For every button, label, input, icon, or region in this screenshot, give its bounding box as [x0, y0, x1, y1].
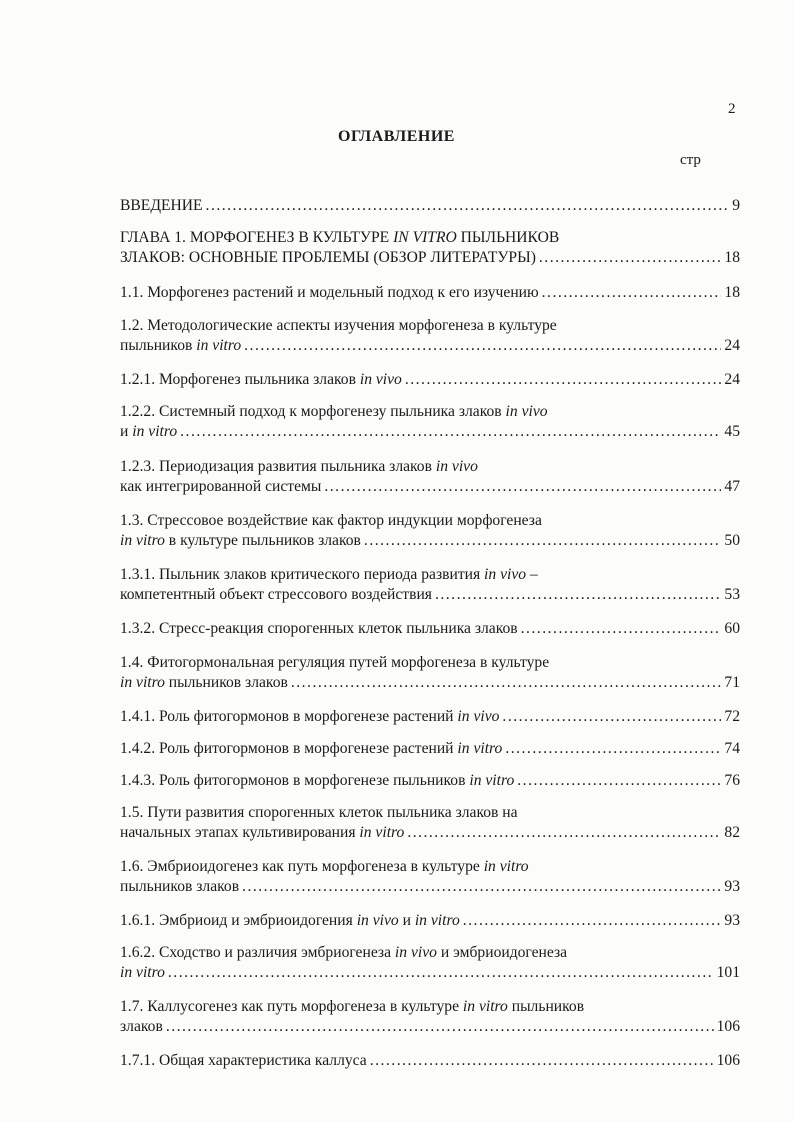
dot-leader — [166, 1017, 714, 1037]
toc-entry[interactable] — [120, 283, 740, 303]
toc-line — [120, 1017, 740, 1037]
toc-line — [120, 402, 740, 422]
toc-italic-term: in vitro — [132, 422, 178, 440]
toc-entry[interactable] — [120, 771, 740, 791]
toc-page-number: 50 — [724, 531, 740, 549]
toc-line — [120, 370, 740, 390]
dot-leader — [407, 823, 721, 843]
toc-text: ВВЕДЕНИЕ — [120, 197, 203, 214]
dot-leader — [206, 196, 730, 216]
toc-italic-term: in vitro — [462, 998, 508, 1015]
toc-italic-term: in vivo — [394, 944, 437, 961]
toc-line — [120, 963, 740, 983]
toc-entry[interactable] — [120, 619, 740, 639]
toc-entry[interactable] — [120, 911, 740, 931]
toc-italic-term: in vitro — [120, 963, 165, 981]
toc-text: 1.2.3. Периодизация развития пыльника злаков — [120, 458, 436, 475]
toc-text: 1.4. Фитогормональная регуляция путей морфогенеза в культуре — [120, 654, 550, 671]
dot-leader — [435, 585, 721, 605]
toc-italic-term: in vivo — [356, 912, 399, 929]
toc-text: пыльников злаков — [120, 877, 240, 895]
toc-entry[interactable] — [120, 1051, 740, 1071]
toc-italic-term: in vitro — [120, 531, 165, 549]
toc-italic-term: in vivo — [457, 708, 500, 725]
toc-text: 1.4.1. Роль фитогормонов в морфогенезе растений — [120, 708, 458, 725]
toc-page-number: 76 — [724, 772, 740, 789]
toc-line — [120, 673, 740, 693]
dot-leader — [517, 771, 721, 791]
toc-entry[interactable] — [120, 457, 740, 496]
toc-line — [120, 877, 740, 897]
toc-text: пыльников — [120, 336, 197, 354]
toc-line — [120, 283, 740, 303]
toc-text: 1.6.2. Сходство и различия эмбриогенеза — [120, 944, 395, 961]
dot-leader — [502, 707, 721, 727]
toc-text: начальных этапах культивирования — [120, 823, 360, 841]
toc-entry[interactable] — [120, 370, 740, 390]
toc-text: 1.4.2. Роль фитогормонов в морфогенезе растений — [120, 740, 458, 757]
toc-page-number: 106 — [716, 1017, 740, 1035]
toc-italic-term: in vitro — [414, 912, 460, 929]
toc-page-number: 82 — [724, 823, 740, 841]
toc-line — [120, 336, 740, 356]
toc-page-number: 93 — [724, 912, 740, 929]
toc-line — [120, 707, 740, 727]
toc-line — [120, 316, 740, 336]
toc-text: компетентный объект стрессового воздействия — [120, 585, 432, 603]
toc-page-number: 74 — [724, 740, 740, 757]
toc-line — [120, 619, 740, 639]
toc-line — [120, 857, 740, 877]
toc-page-number: 53 — [724, 585, 740, 603]
toc-entry[interactable] — [120, 857, 740, 896]
toc-page-number: 71 — [724, 673, 740, 691]
dot-leader — [505, 739, 721, 759]
toc-entry[interactable] — [120, 653, 740, 692]
dot-leader — [542, 283, 722, 303]
toc-line — [120, 1051, 740, 1071]
toc-italic-term: in vitro — [457, 740, 503, 757]
toc-text: и — [398, 912, 415, 929]
toc-page-number: 106 — [716, 1052, 740, 1069]
toc-line — [120, 771, 740, 791]
toc-page-number: 24 — [724, 336, 740, 354]
dot-leader — [539, 248, 722, 268]
toc-line — [120, 943, 740, 963]
dot-leader — [168, 963, 714, 983]
toc-text: как интегрированной системы — [120, 477, 322, 495]
toc-page-number: 93 — [724, 877, 740, 895]
toc-text: и — [120, 422, 133, 440]
dot-leader — [521, 619, 722, 639]
toc-italic-term: in vitro — [359, 823, 405, 841]
toc-text: – — [526, 566, 538, 583]
toc-italic-term: in vivo — [484, 566, 527, 583]
toc-entry[interactable] — [120, 943, 740, 982]
toc-text: 1.7. Каллусогенез как путь морфогенеза в культуре — [120, 998, 463, 1015]
toc-entry[interactable] — [120, 196, 740, 216]
toc-entry[interactable] — [120, 316, 740, 355]
toc-text: 1.2.2. Системный подход к морфогенезу пыльника злаков — [120, 403, 506, 420]
toc-text: 1.6. Эмбриоидогенез как путь морфогенеза в культуре — [120, 858, 484, 875]
dot-leader — [242, 877, 721, 897]
toc-entry[interactable] — [120, 402, 740, 441]
toc-line — [120, 739, 740, 759]
toc-text: и эмбриоидогенеза — [436, 944, 568, 961]
page-number: 2 — [728, 101, 736, 117]
toc-text: 1.7.1. Общая характеристика каллуса — [120, 1052, 367, 1069]
toc-line — [120, 248, 740, 268]
toc-page-number: 18 — [724, 284, 740, 301]
toc-text: 1.3.1. Пыльник злаков критического периода развития — [120, 566, 485, 583]
dot-leader — [405, 370, 722, 390]
toc-entry[interactable] — [120, 739, 740, 759]
toc-line — [120, 585, 740, 605]
toc-italic-term: in vitro — [196, 336, 242, 354]
dot-leader — [324, 477, 721, 497]
toc-italic-term: IN VITRO — [393, 229, 457, 246]
toc-entry[interactable] — [120, 707, 740, 727]
page-title: ОГЛАВЛЕНИЕ — [338, 128, 455, 145]
dot-leader — [180, 422, 721, 442]
toc-line — [120, 803, 740, 823]
dot-leader — [244, 336, 721, 356]
toc-text: пыльников — [507, 998, 585, 1015]
toc-text: 1.6.1. Эмбриоид и эмбриоидогения — [120, 912, 357, 929]
toc-line — [120, 823, 740, 843]
toc-text: 1.2.1. Морфогенез пыльника злаков — [120, 371, 360, 388]
dot-leader — [370, 1051, 714, 1071]
toc-line — [120, 477, 740, 497]
toc-text: в культуре пыльников злаков — [164, 531, 361, 549]
toc-line — [120, 531, 740, 551]
toc-entry[interactable] — [120, 565, 740, 604]
toc-italic-term: in vivo — [359, 371, 402, 388]
toc-line — [120, 457, 740, 477]
toc-line — [120, 565, 740, 585]
toc-entry[interactable] — [120, 228, 740, 267]
toc-line — [120, 911, 740, 931]
toc-text: злаков — [120, 1017, 163, 1035]
toc-line — [120, 997, 740, 1017]
toc-text: 1.2. Методологические аспекты изучения морфогенеза в культуре — [120, 317, 557, 334]
toc-page-number: 101 — [716, 963, 740, 981]
toc-line — [120, 228, 740, 248]
toc-entry[interactable] — [120, 997, 740, 1036]
toc-line — [120, 422, 740, 442]
toc-page-number: 47 — [724, 477, 740, 495]
toc-line — [120, 196, 740, 216]
toc-line — [120, 653, 740, 673]
toc-text: 1.1. Морфогенез растений и модельный подход к его изучению — [120, 284, 539, 301]
toc-italic-term: in vivo — [435, 458, 478, 475]
dot-leader — [364, 531, 721, 551]
toc-text: ГЛАВА 1. МОРФОГЕНЕЗ В КУЛЬТУРЕ — [120, 229, 394, 246]
toc-italic-term: in vitro — [120, 673, 165, 691]
toc-page-number: 72 — [724, 708, 740, 725]
toc-italic-term: in vitro — [483, 858, 529, 875]
dot-leader — [463, 911, 722, 931]
toc-line — [120, 511, 740, 531]
dot-leader — [291, 673, 722, 693]
toc-entry[interactable] — [120, 803, 740, 842]
page-column-label: стр — [680, 152, 701, 168]
toc-page-number: 9 — [732, 197, 740, 214]
toc-italic-term: in vivo — [505, 403, 548, 420]
toc-text: ЗЛАКОВ: ОСНОВНЫЕ ПРОБЛЕМЫ (ОБЗОР ЛИТЕРАТУРЫ) — [120, 248, 536, 266]
toc-text: 1.3. Стрессовое воздействие как фактор индукции морфогенеза — [120, 512, 542, 529]
toc-text: 1.5. Пути развития спорогенных клеток пыльника злаков на — [120, 804, 518, 821]
toc-text: 1.4.3. Роль фитогормонов в морфогенезе пыльников — [120, 772, 470, 789]
toc-italic-term: in vitro — [469, 772, 515, 789]
toc-text: ПЫЛЬНИКОВ — [456, 229, 560, 246]
toc-text: пыльников злаков — [164, 673, 288, 691]
toc-text: 1.3.2. Стресс-реакция спорогенных клеток пыльника злаков — [120, 620, 518, 637]
toc-page-number: 18 — [724, 248, 740, 266]
toc-page-number: 60 — [724, 620, 740, 637]
toc-page-number: 24 — [724, 371, 740, 388]
toc-entry[interactable] — [120, 511, 740, 550]
toc-page-number: 45 — [724, 422, 740, 440]
